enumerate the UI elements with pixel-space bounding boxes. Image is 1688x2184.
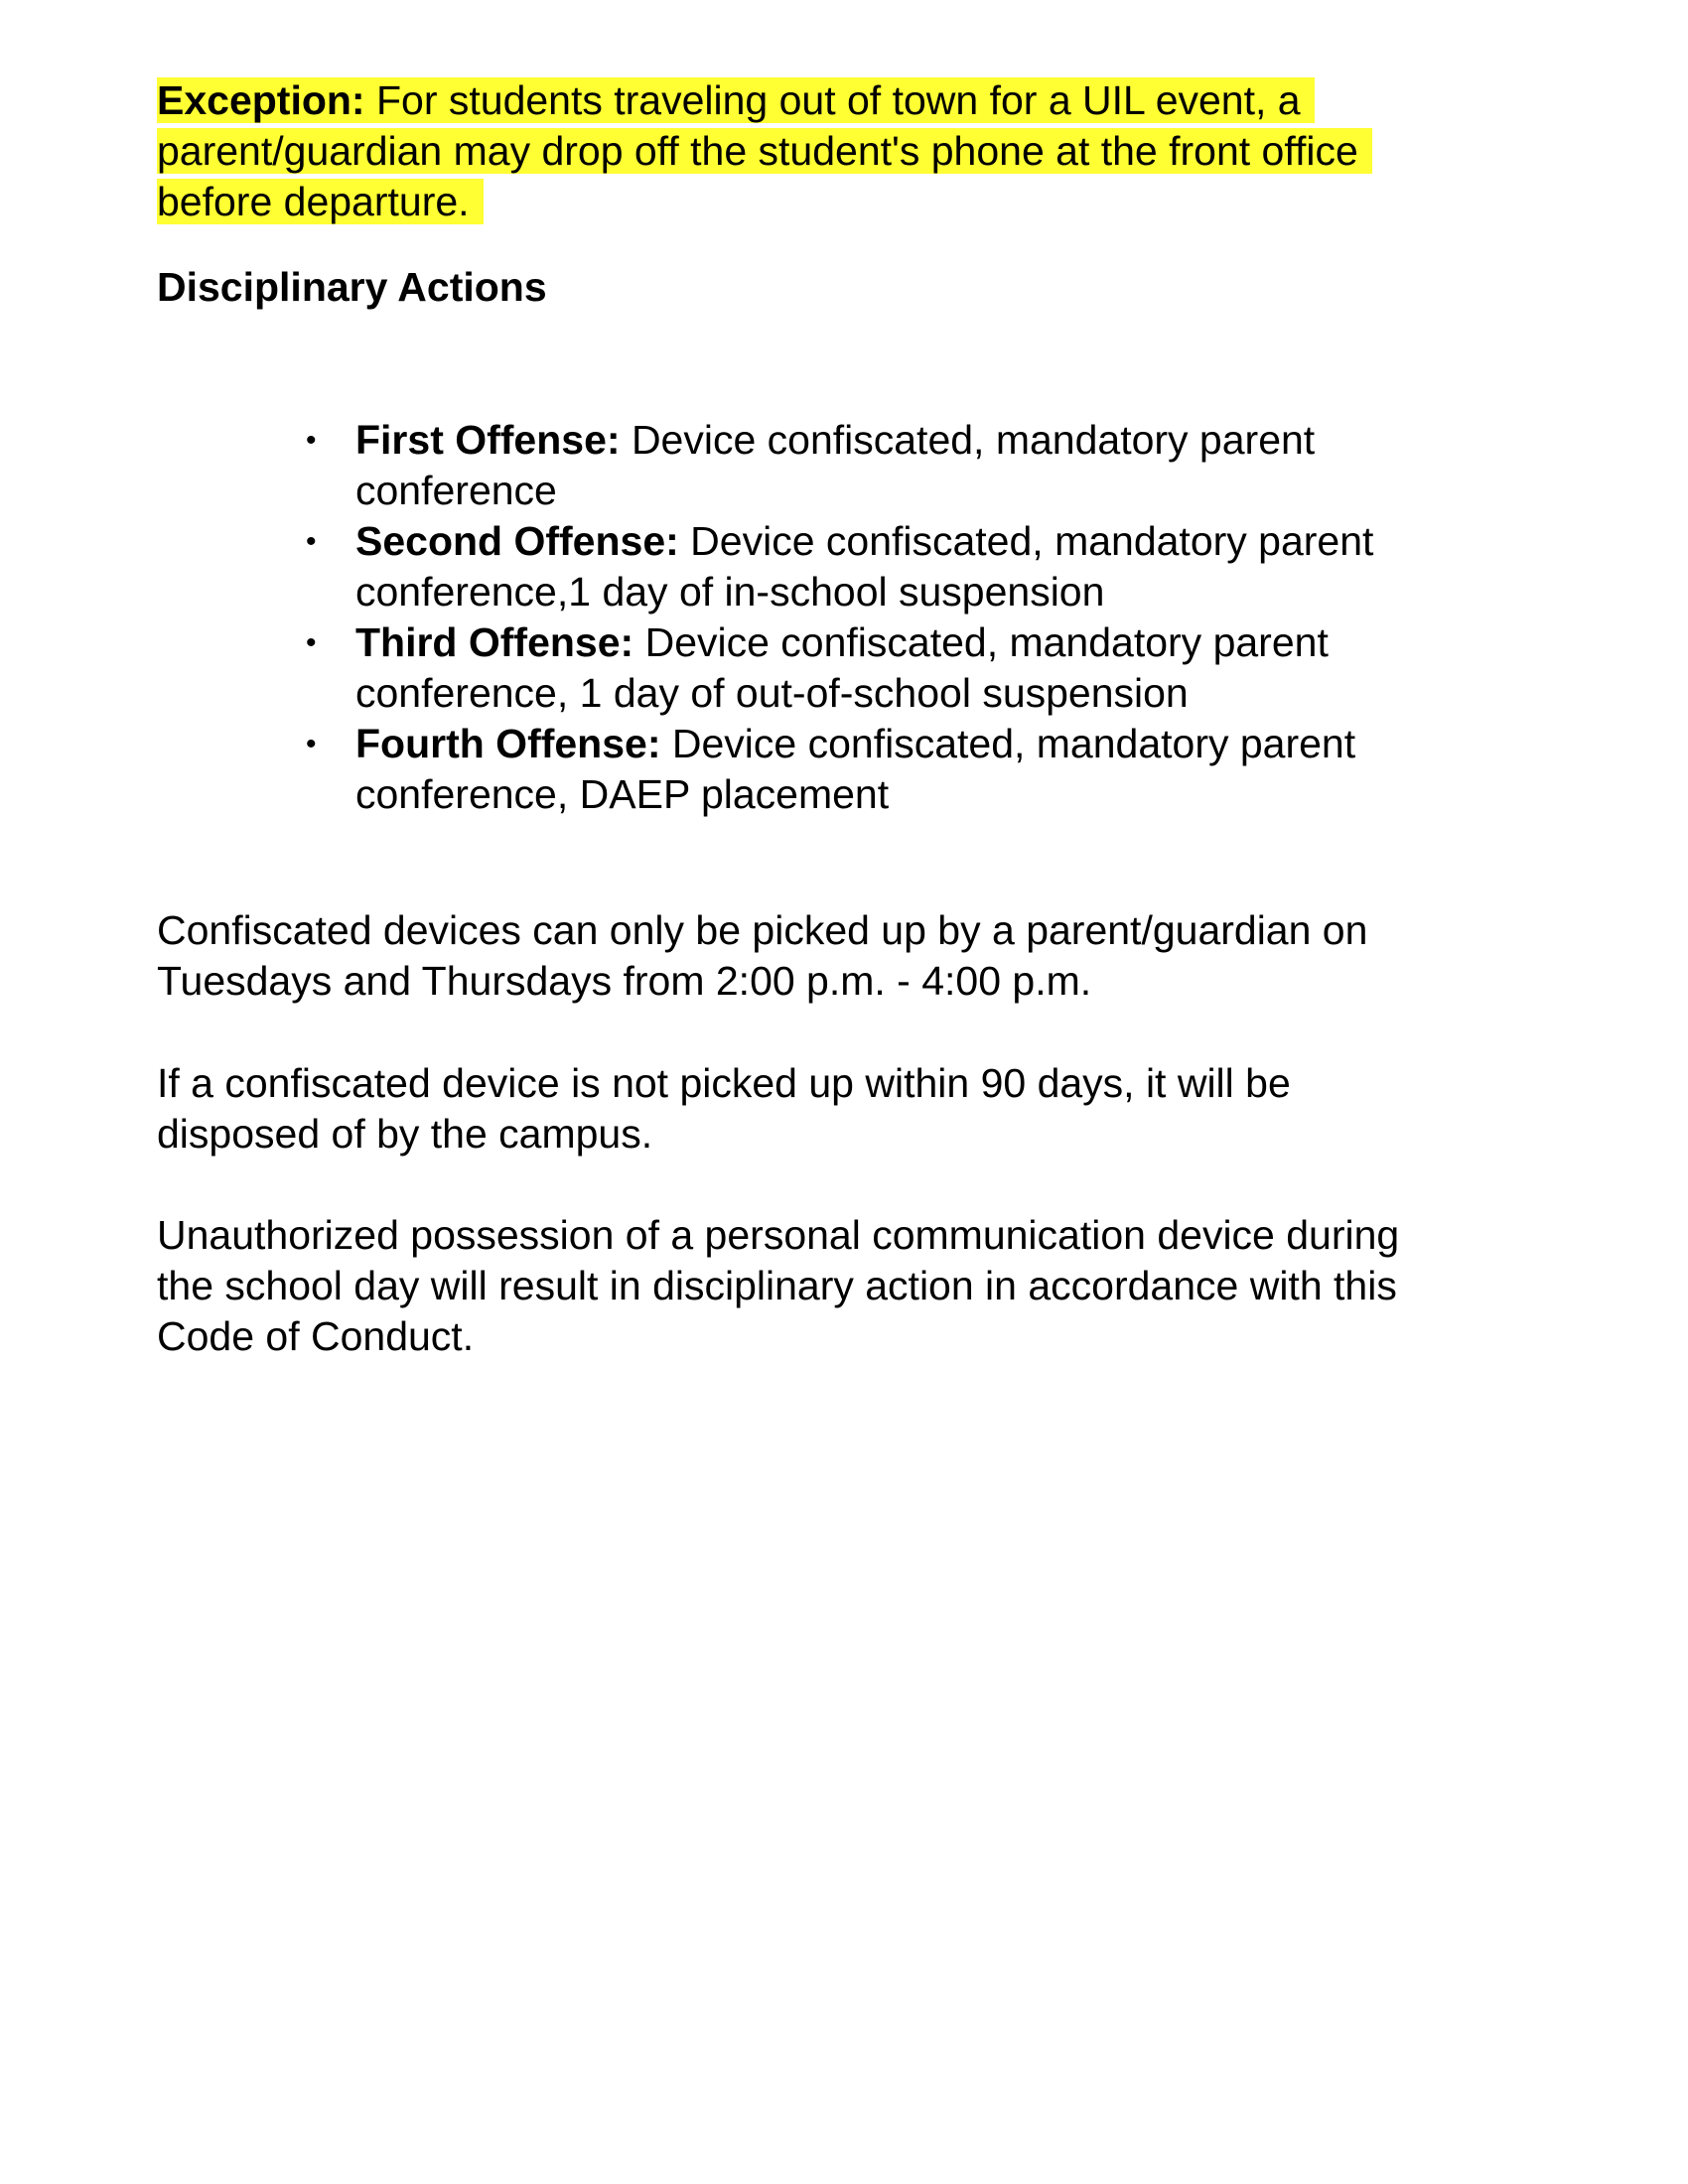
exception-label: Exception:: [157, 77, 365, 123]
disciplinary-actions-heading: Disciplinary Actions: [157, 264, 547, 310]
bullet-icon: •: [306, 626, 317, 659]
offense-label: Third Offense:: [355, 619, 634, 665]
exception-line-3: before departure.: [157, 179, 484, 224]
offense-label: Fourth Offense:: [355, 721, 661, 766]
exception-line-2: parent/guardian may drop off the student's phone at the front office: [157, 128, 1372, 174]
offense-label: Second Offense:: [355, 518, 679, 564]
offense-list: [306, 415, 1497, 820]
exception-line-1: Exception: For students traveling out of town for a UIL event, a: [157, 77, 1315, 123]
disposal-paragraph: If a confiscated device is not picked up within 90 days, it will be disposed of by the campus.: [157, 1060, 1291, 1157]
list-item: • First Offense: Device confiscated, mandatory parent conference: [306, 417, 1316, 513]
bullet-icon: •: [306, 525, 317, 558]
exception-note: [157, 75, 1487, 227]
unauthorized-paragraph: Unauthorized possession of a personal communication device during the school day will result in disciplinary action in accordance with this Code of Conduct.: [157, 1212, 1400, 1359]
bullet-icon: •: [306, 424, 317, 457]
bullet-icon: •: [306, 728, 317, 760]
list-item: • Third Offense: Device confiscated, mandatory parent conference, 1 day of out-of-school suspension: [306, 619, 1329, 716]
list-item: • Second Offense: Device confiscated, mandatory parent conference,1 day of in-school suspension: [306, 518, 1374, 614]
list-item: • Fourth Offense: Device confiscated, mandatory parent conference, DAEP placement: [306, 721, 1356, 817]
offense-label: First Offense:: [355, 417, 621, 463]
pickup-paragraph: Confiscated devices can only be picked up by a parent/guardian on Tuesdays and Thursdays from 2:00 p.m. - 4:00 p.m.: [157, 907, 1368, 1004]
